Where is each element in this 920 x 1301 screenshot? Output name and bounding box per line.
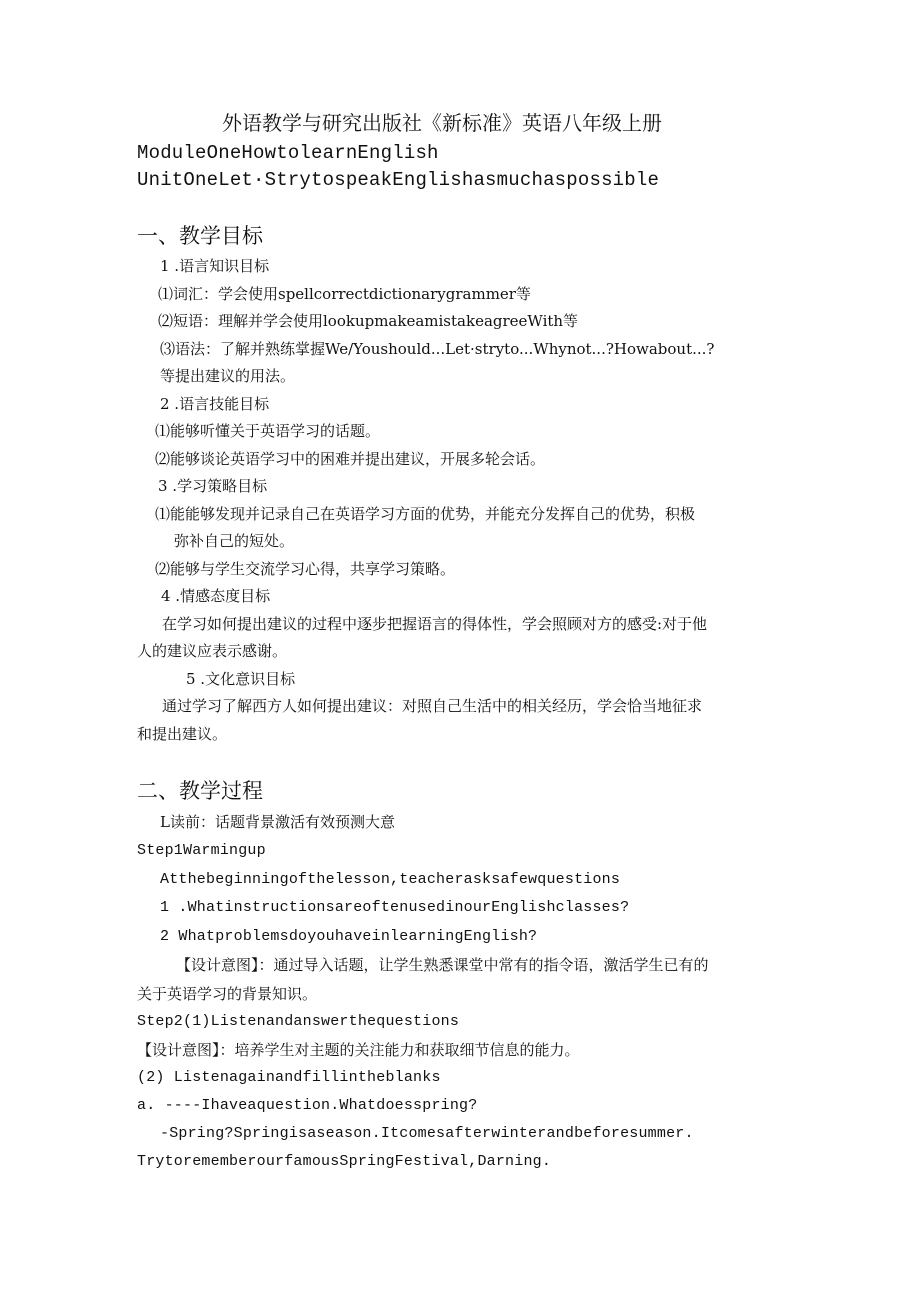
module-line: ModuleOneHowtolearnEnglish xyxy=(137,142,439,164)
goal-3-title: 3 .学习策略目标 xyxy=(158,477,268,495)
process-line: a. ----Ihaveaquestion.Whatdoesspring? xyxy=(137,1097,478,1114)
goal-1-line: ⑴词汇：学会使用spellcorrectdictionarygrammer等 xyxy=(158,285,531,303)
section-heading-objectives: 一、教学目标 xyxy=(137,224,263,248)
section-heading-process: 二、教学过程 xyxy=(137,779,263,803)
goal-2-line: ⑵能够谈论英语学习中的困难并提出建议，开展多轮会话。 xyxy=(155,450,546,468)
goal-3-line: ⑵能够与学生交流学习心得，共享学习策略。 xyxy=(155,560,456,578)
goal-5-title: 5 .文化意识目标 xyxy=(186,670,296,688)
process-line: -Spring?Springisaseason.Itcomesafterwinterandbeforesummer. xyxy=(160,1125,694,1142)
goal-4-title: 4 .情感态度目标 xyxy=(161,587,271,605)
goal-3-line: ⑴能能够发现并记录自己在英语学习方面的优势，并能充分发挥自己的优势，积极 xyxy=(155,505,696,523)
goal-1-title: 1 .语言知识目标 xyxy=(160,257,270,275)
goal-2-title: 2 .语言技能目标 xyxy=(160,395,270,413)
goal-4-line: 人的建议应表示感谢。 xyxy=(137,642,288,660)
goal-1-line: ⑵短语：理解并学会使用lookupmakeamistakeagreeWith等 xyxy=(158,312,579,330)
goal-1-line: ⑶语法：了解并熟练掌握We/Youshould...Let·stryto...Whynot...?Howabout...? xyxy=(160,340,715,358)
goal-3-line: 弥补自己的短处。 xyxy=(174,532,295,550)
process-line: 1 .WhatinstructionsareoftenusedinourEnglishclasses? xyxy=(160,899,630,916)
goal-5-line: 和提出建议。 xyxy=(137,725,228,743)
process-line: Step2(1)Listenandanswerthequestions xyxy=(137,1013,460,1030)
process-line: (2) Listenagainandfillintheblanks xyxy=(137,1069,441,1086)
process-line: 关于英语学习的背景知识。 xyxy=(137,985,318,1003)
goal-1-line: 等提出建议的用法。 xyxy=(160,367,296,385)
goal-2-line: ⑴能够听懂关于英语学习的话题。 xyxy=(155,422,381,440)
process-line: 【设计意图】：培养学生对主题的关注能力和获取细节信息的能力。 xyxy=(137,1041,580,1059)
unit-line: UnitOneLet·StrytospeakEnglishasmuchaspossible xyxy=(137,169,660,191)
document-title: 外语教学与研究出版社《新标准》英语八年级上册 xyxy=(222,111,662,135)
goal-4-line: 在学习如何提出建议的过程中逐步把握语言的得体性，学会照顾对方的感受:对于他 xyxy=(162,615,708,633)
process-line: 2 WhatproblemsdoyouhaveinlearningEnglish? xyxy=(160,928,538,945)
process-line: TrytorememberourfamousSpringFestival,Darning. xyxy=(137,1153,552,1170)
process-line: Atthebeginningofthelesson,teacherasksafewquestions xyxy=(160,871,621,888)
goal-5-line: 通过学习了解西方人如何提出建议：对照自己生活中的相关经历，学会恰当地征求 xyxy=(162,697,703,715)
process-line: Step1Warmingup xyxy=(137,842,266,859)
process-line: L读前：话题背景激活有效预测大意 xyxy=(160,813,395,831)
process-line: 【设计意图】：通过导入话题，让学生熟悉课堂中常有的指令语，激活学生已有的 xyxy=(176,956,709,974)
